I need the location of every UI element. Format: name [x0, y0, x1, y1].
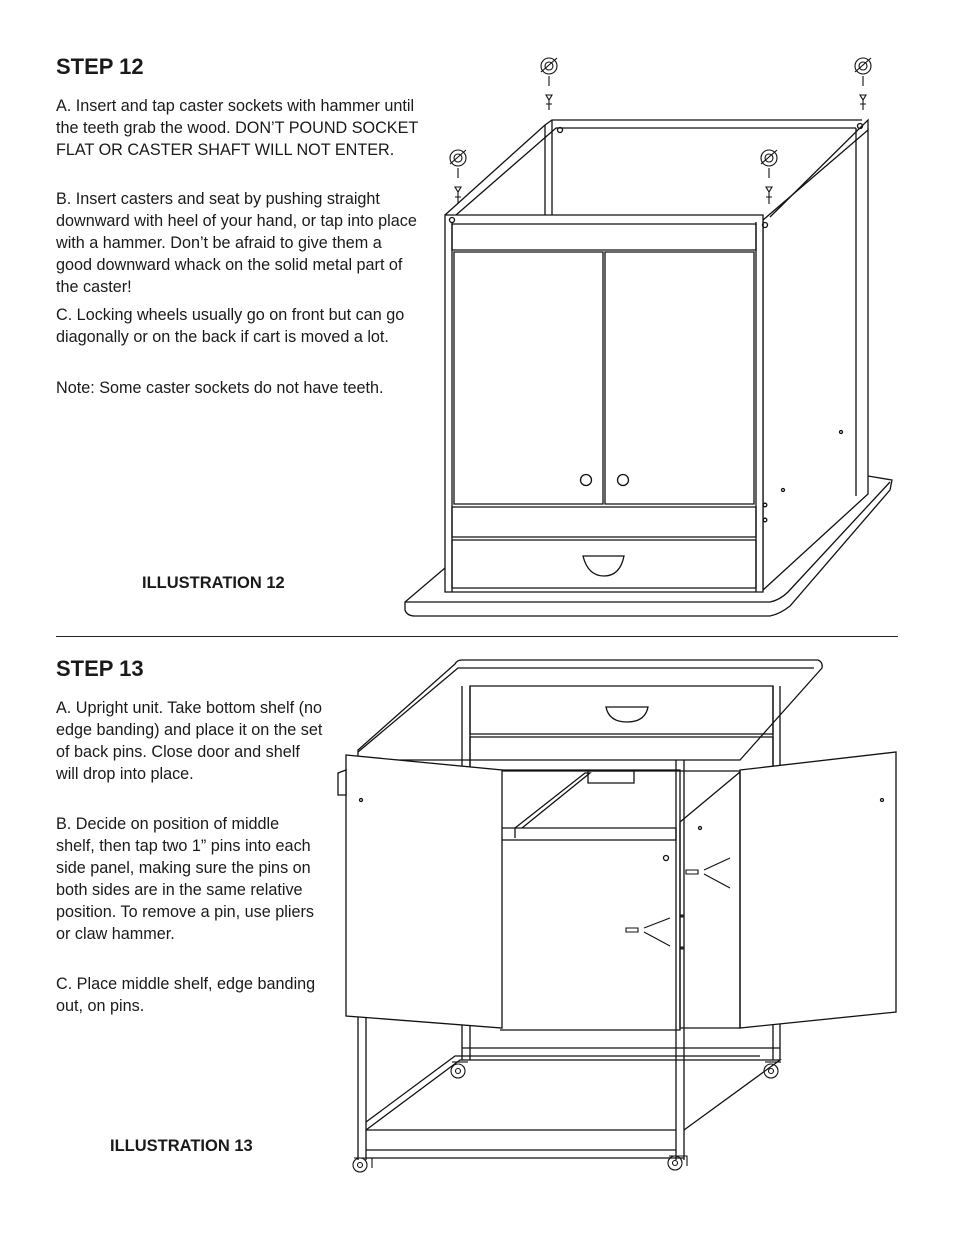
- step-12-instruction-c: C. Locking wheels usually go on front but can go diagonally or on the back if cart is moved a lot.: [56, 306, 405, 346]
- step-13-instruction-c: C. Place middle shelf, edge banding out, on pins.: [56, 975, 316, 1015]
- caster-back-left: [541, 58, 557, 110]
- caster-front-left: [353, 1158, 372, 1172]
- step-13-heading: STEP 13: [56, 656, 144, 681]
- left-door: [346, 755, 502, 1028]
- caster-front-left: [450, 150, 466, 204]
- cabinet-front-frame: [445, 215, 763, 592]
- step-12-heading: STEP 12: [56, 54, 144, 79]
- caster-front-right: [761, 150, 777, 204]
- bottom-shelf: [366, 1060, 780, 1130]
- step-12-note: Note: Some caster sockets do not have teeth.: [56, 379, 384, 397]
- right-door: [740, 752, 896, 1028]
- step-13-instruction-a: A. Upright unit. Take bottom shelf (no edge banding) and place it on the set of back pins. Close door and shelf will drop into place.: [56, 699, 323, 783]
- step-12-instruction-a: A. Insert and tap caster sockets with hammer until the teeth grab the wood. DON’T POUND SOCKET FLAT OR CASTER SHAFT WILL NOT ENTER.: [56, 97, 418, 159]
- step-13-instruction-b: B. Decide on position of middle shelf, then tap two 1” pins into each side panel, making sure the pins on both sides are in the same relative position. To remove a pin, use pliers or claw hammer.: [56, 815, 314, 943]
- pin-arrow-upper: [686, 858, 730, 888]
- illustration-13-cabinet-drawing: [330, 655, 900, 1180]
- section-divider: [56, 636, 898, 637]
- middle-shelf: [515, 773, 590, 828]
- caster-back-right: [855, 58, 871, 110]
- illustration-12-label: ILLUSTRATION 12: [142, 574, 285, 592]
- cabinet-top-panel: [358, 660, 822, 760]
- pin-arrow-lower: [626, 918, 670, 946]
- illustration-12-cabinet-drawing: [400, 50, 900, 620]
- step-12-instruction-b: B. Insert casters and seat by pushing straight downward with heel of your hand, or tap into place with a hammer. Don’t be afraid to give them a good downward whack on the solid metal part of the caster!: [56, 190, 417, 296]
- illustration-13-label: ILLUSTRATION 13: [110, 1137, 253, 1155]
